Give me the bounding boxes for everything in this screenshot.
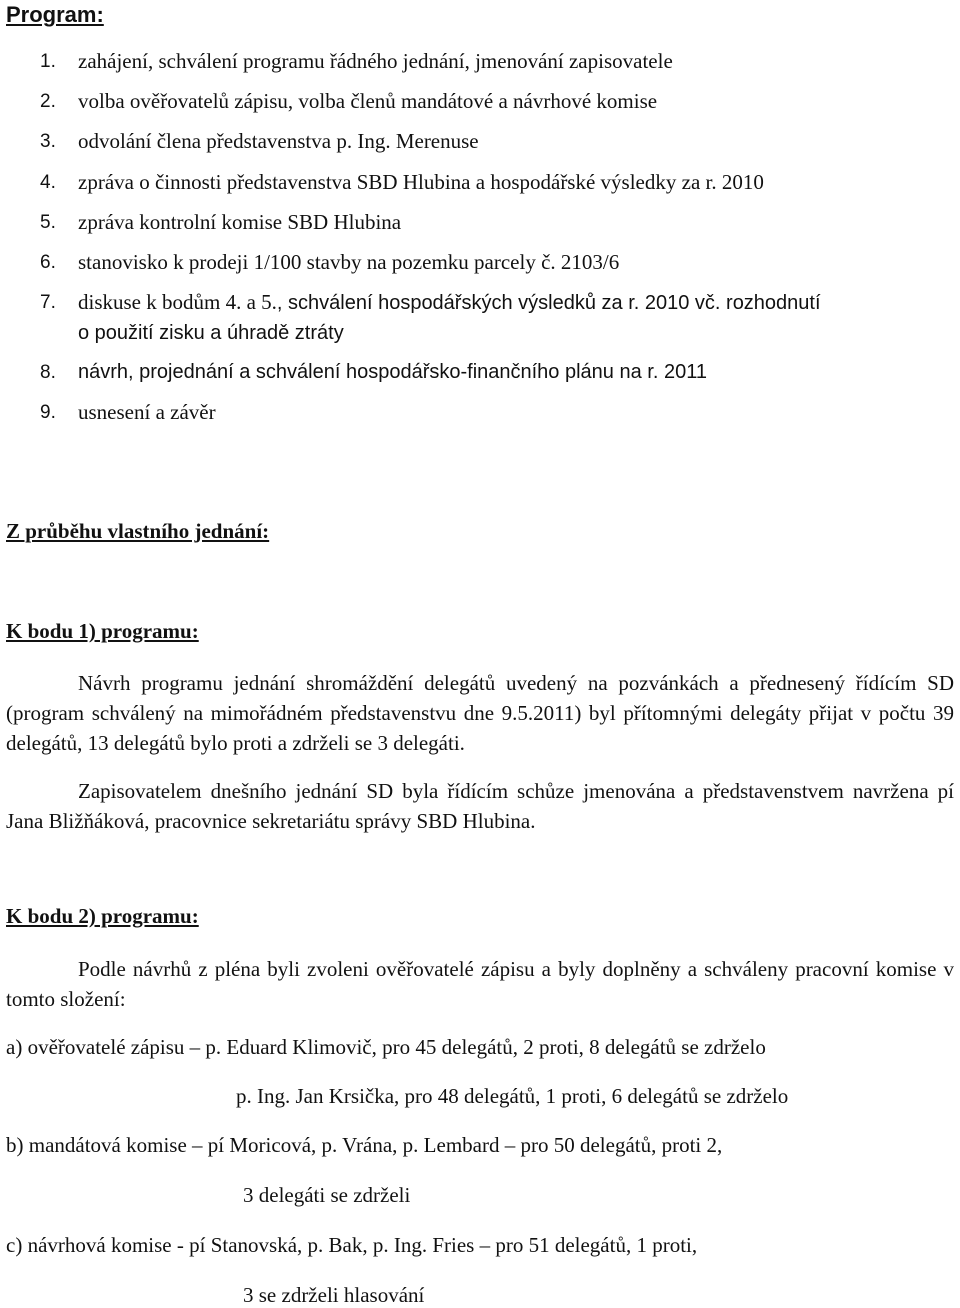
- verifiers-line-2: p. Ing. Jan Krsička, pro 48 delegátů, 1 proti, 6 delegátů se zdrželo: [236, 1084, 789, 1108]
- point1-paragraph-2: Zapisovatelem dnešního jednání SD byla řídícím schůze jmenována a představenstvem navržena pí Jana Bližňáková, pracovnice sekretariátu správy SBD Hlubina.: [6, 779, 954, 833]
- verifiers-line: a) ověřovatelé zápisu – p. Eduard Klimovič, pro 45 delegátů, 2 proti, 8 delegátů se zdrželo: [6, 1035, 766, 1059]
- program-heading: Program:: [6, 2, 104, 27]
- item-number: 6.: [40, 252, 56, 273]
- item-number: 5.: [40, 212, 56, 233]
- mandate-committee-line-2: 3 delegáti se zdrželi: [243, 1183, 411, 1207]
- proposal-committee-line-2: 3 se zdrželi hlasování: [243, 1283, 425, 1307]
- item-number: 4.: [40, 172, 56, 193]
- point1-heading: K bodu 1) programu:: [6, 619, 199, 643]
- item-text-part-a: diskuse k bodům 4. a 5.: [78, 290, 277, 314]
- item-text: stanovisko k prodeji 1/100 stavby na pozemku parcely č. 2103/6: [78, 250, 620, 274]
- item-number: 8.: [40, 362, 56, 383]
- item-number: 9.: [40, 402, 56, 423]
- item-number: 1.: [40, 51, 56, 72]
- item-number: 3.: [40, 131, 56, 152]
- point2-paragraph-1: Podle návrhů z pléna byli zvoleni ověřovatelé zápisu a byly doplněny a schváleny pracovní komise v tomto složení:: [6, 957, 954, 1011]
- item-text: zpráva kontrolní komise SBD Hlubina: [78, 210, 402, 234]
- item-text: návrh, projednání a schválení hospodářsko-finančního plánu na r. 2011: [78, 361, 707, 383]
- item-text: [78, 287, 821, 319]
- item-text: zpráva o činnosti představenstva SBD Hlubina a hospodářské výsledky za r. 2010: [78, 170, 764, 194]
- item-text: volba ověřovatelů zápisu, volba členů mandátové a návrhové komise: [78, 89, 658, 113]
- mandate-committee-line: b) mandátová komise – pí Moricová, p. Vrána, p. Lembard – pro 50 delegátů, proti 2,: [6, 1133, 723, 1157]
- item-text-part-b: , schválení hospodářských výsledků za r. 2010 vč. rozhodnutí: [276, 292, 821, 314]
- item-text-continuation: o použití zisku a úhradě ztráty: [78, 322, 344, 344]
- item-number: 7.: [40, 292, 56, 313]
- program-item-7: [40, 287, 960, 349]
- item-text: odvolání člena představenstva p. Ing. Merenuse: [78, 129, 479, 153]
- point1-paragraph-1: Návrh programu jednání shromáždění delegátů uvedený na pozvánkách a přednesený řídícím SD (program schválený na mimořádném představenstvu dne 9.5.2011) byl přítomnými delegáty přijat v počtu 39 delegátů, 13 delegátů bylo proti a zdrželi se 3 delegáti.: [6, 671, 954, 755]
- proposal-committee-line: c) návrhová komise - pí Stanovská, p. Bak, p. Ing. Fries – pro 51 delegátů, 1 proti,: [6, 1233, 698, 1257]
- point2-heading: K bodu 2) programu:: [6, 904, 199, 928]
- item-number: 2.: [40, 91, 56, 112]
- proceedings-heading: Z průběhu vlastního jednání:: [6, 519, 270, 543]
- item-text: usnesení a závěr: [78, 400, 216, 424]
- item-text: zahájení, schválení programu řádného jednání, jmenování zapisovatele: [78, 49, 673, 73]
